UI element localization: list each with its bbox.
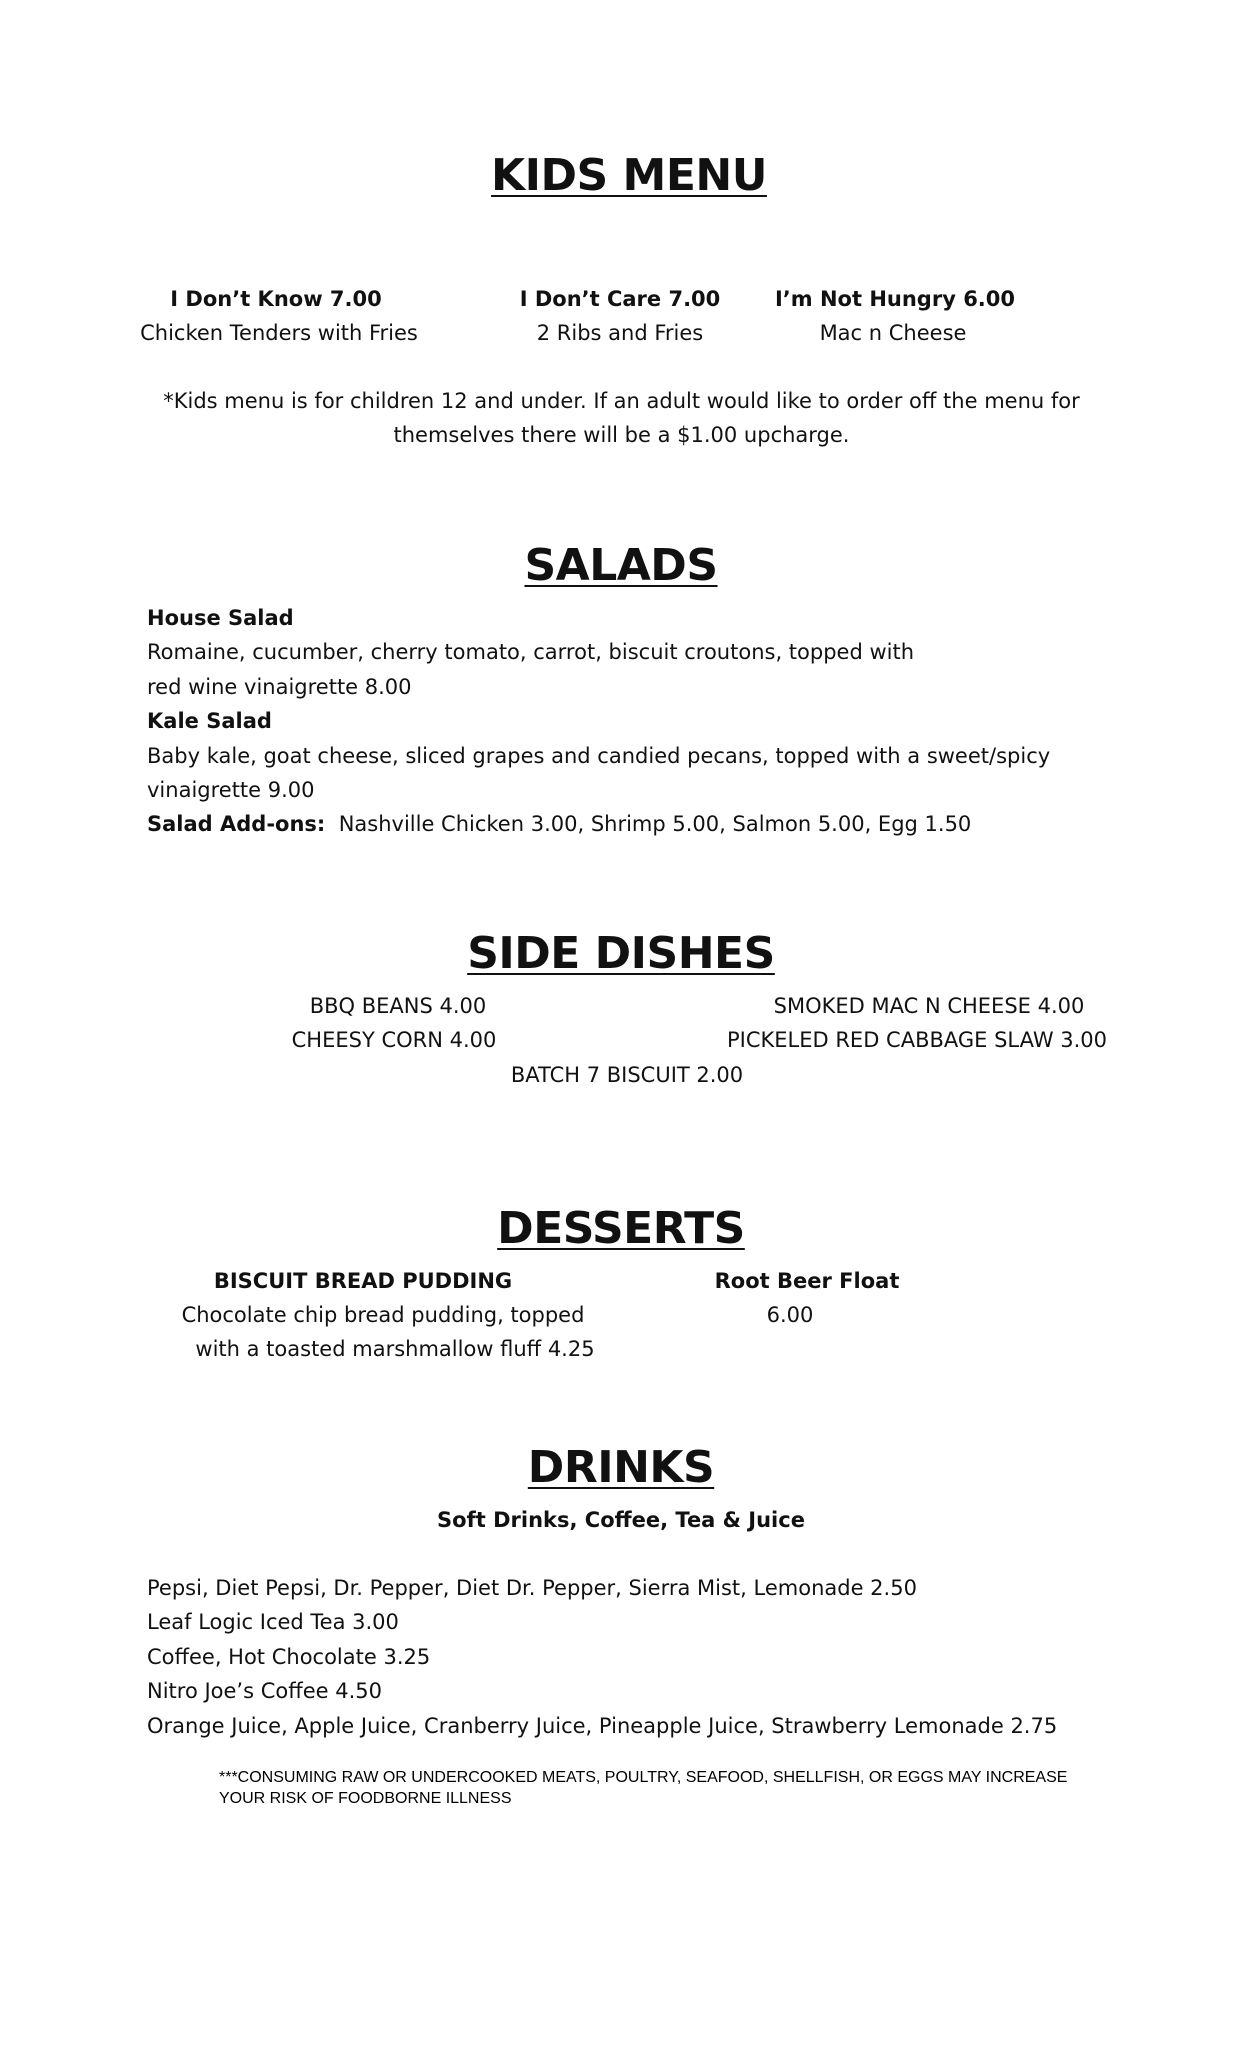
salad-description: Baby kale, goat cheese, sliced grapes and candied pecans, topped with a sweet/spicy [147, 743, 1051, 768]
disclaimer-line: YOUR RISK OF FOODBORNE ILLNESS [219, 1790, 512, 1807]
dessert-price: 6.00 [766, 1303, 814, 1327]
kids-menu-note-line: themselves there will be a $1.00 upcharge. [393, 423, 850, 448]
drink-item: Pepsi, Diet Pepsi, Dr. Pepper, Diet Dr. Pepper, Sierra Mist, Lemonade 2.50 [147, 1576, 917, 1600]
kids-menu-heading: KIDS MENU [491, 150, 767, 201]
dessert-name: BISCUIT BREAD PUDDING [213, 1269, 513, 1293]
kids-menu-note [0, 384, 1243, 453]
dessert-name: Root Beer Float [714, 1269, 900, 1293]
food-safety-disclaimer [219, 1767, 1067, 1809]
drinks-heading: DRINKS [527, 1442, 715, 1493]
drink-item: Coffee, Hot Chocolate 3.25 [147, 1644, 431, 1669]
salads-heading: SALADS [524, 540, 718, 591]
dessert-description: with a toasted marshmallow fluff 4.25 [195, 1337, 595, 1361]
drinks-list [147, 1571, 1057, 1743]
kids-item-name: I Don’t Care 7.00 [519, 287, 721, 311]
side-dish-item: BATCH 7 BISCUIT 2.00 [510, 1063, 744, 1087]
kids-item-name: I Don’t Know 7.00 [170, 287, 382, 311]
disclaimer-line: ***CONSUMING RAW OR UNDERCOOKED MEATS, POULTRY, SEAFOOD, SHELLFISH, OR EGGS MAY INCREASE [219, 1769, 1068, 1786]
side-dish-item: CHEESY CORN 4.00 [291, 1028, 497, 1052]
kids-item-description: Chicken Tenders with Fries [140, 321, 418, 345]
kids-item-name: I’m Not Hungry 6.00 [774, 287, 1016, 311]
kids-menu-note-line: *Kids menu is for children 12 and under. If an adult would like to order off the menu for [163, 389, 1080, 413]
salad-addons-label: Salad Add-ons: [147, 812, 326, 837]
drinks-subtitle: Soft Drinks, Coffee, Tea & Juice [437, 1508, 805, 1532]
side-dish-item: PICKELED RED CABBAGE SLAW 3.00 [726, 1028, 1108, 1052]
side-dish-item: SMOKED MAC N CHEESE 4.00 [773, 994, 1085, 1018]
salad-description: Romaine, cucumber, cherry tomato, carrot, biscuit croutons, topped with [147, 640, 915, 665]
salad-name: Kale Salad [147, 709, 272, 734]
salad-name: House Salad [147, 606, 294, 630]
drink-item: Orange Juice, Apple Juice, Cranberry Juice, Pineapple Juice, Strawberry Lemonade 2.75 [147, 1713, 1058, 1738]
salad-description: vinaigrette 9.00 [147, 778, 315, 803]
salads-list [147, 601, 1050, 842]
dessert-description: Chocolate chip bread pudding, topped [181, 1303, 585, 1327]
salad-description: red wine vinaigrette 8.00 [147, 674, 412, 699]
desserts-heading: DESSERTS [497, 1203, 745, 1254]
kids-item-description: 2 Ribs and Fries [536, 321, 704, 345]
salad-addons [147, 807, 1050, 841]
side-dishes-heading: SIDE DISHES [467, 928, 775, 979]
salad-addons-text: Nashville Chicken 3.00, Shrimp 5.00, Salmon 5.00, Egg 1.50 [338, 812, 972, 837]
drink-item: Nitro Joe’s Coffee 4.50 [147, 1679, 382, 1704]
kids-item-description: Mac n Cheese [819, 321, 967, 345]
side-dish-item: BBQ BEANS 4.00 [309, 994, 487, 1018]
drink-item: Leaf Logic Iced Tea 3.00 [147, 1610, 399, 1635]
